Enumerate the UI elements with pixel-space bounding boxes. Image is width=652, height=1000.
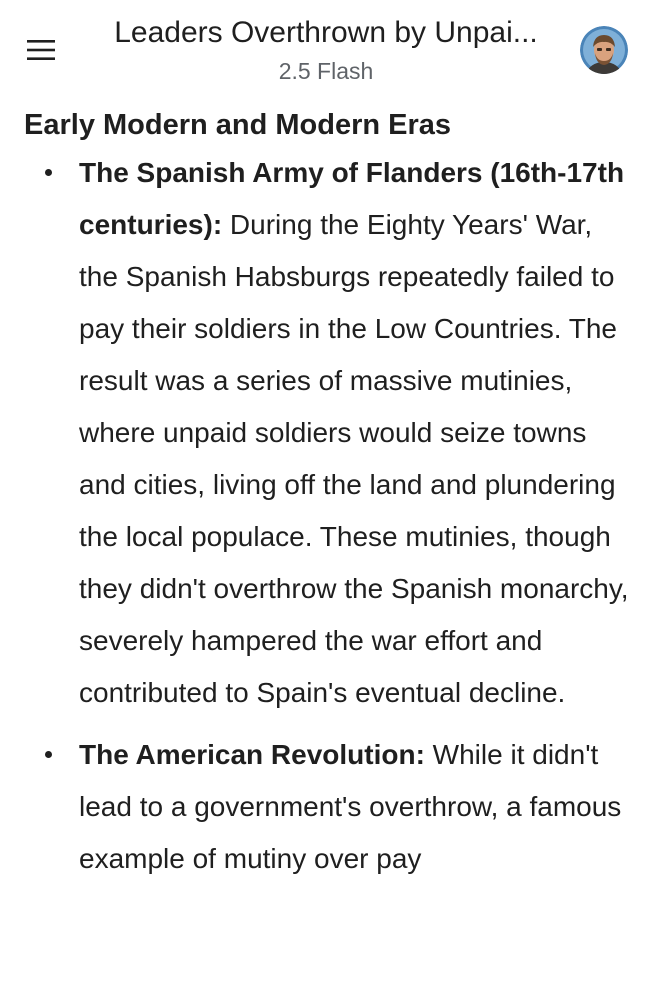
list-item-term: The American Revolution:	[79, 739, 425, 770]
app-header	[0, 0, 652, 100]
bullet-dot	[45, 751, 52, 758]
hamburger-menu-icon	[27, 40, 55, 60]
user-avatar-icon	[580, 26, 628, 74]
model-label: 2.5 Flash	[278, 58, 374, 84]
title-block[interactable]	[80, 14, 572, 86]
user-avatar[interactable]	[580, 26, 628, 74]
bullet-list	[0, 147, 652, 885]
response-content	[0, 100, 652, 1000]
list-item	[0, 729, 652, 885]
list-item-term: The Spanish Army of Flanders (16th-17th centuries):	[79, 157, 625, 240]
chat-title: Leaders Overthrown by Unpai...	[114, 16, 538, 49]
list-item-text: While it didn't lead to a government's overthrow, a famous example of mutiny over pay	[79, 739, 622, 874]
list-item	[0, 147, 652, 719]
list-item-text: During the Eighty Years' War, the Spanish Habsburgs repeatedly failed to pay their soldiers in the Low Countries. The result was a series of massive mutinies, where unpaid soldiers would seize towns and cities, living off the land and plundering the local populace. These mutinies, though they didn't overthrow the Spanish monarchy, severely hampered the war effort and contributed to Spain's eventual decline.	[79, 209, 629, 708]
menu-button[interactable]	[18, 30, 64, 70]
bullet-dot	[45, 169, 52, 176]
section-heading: Early Modern and Modern Eras	[24, 109, 452, 141]
